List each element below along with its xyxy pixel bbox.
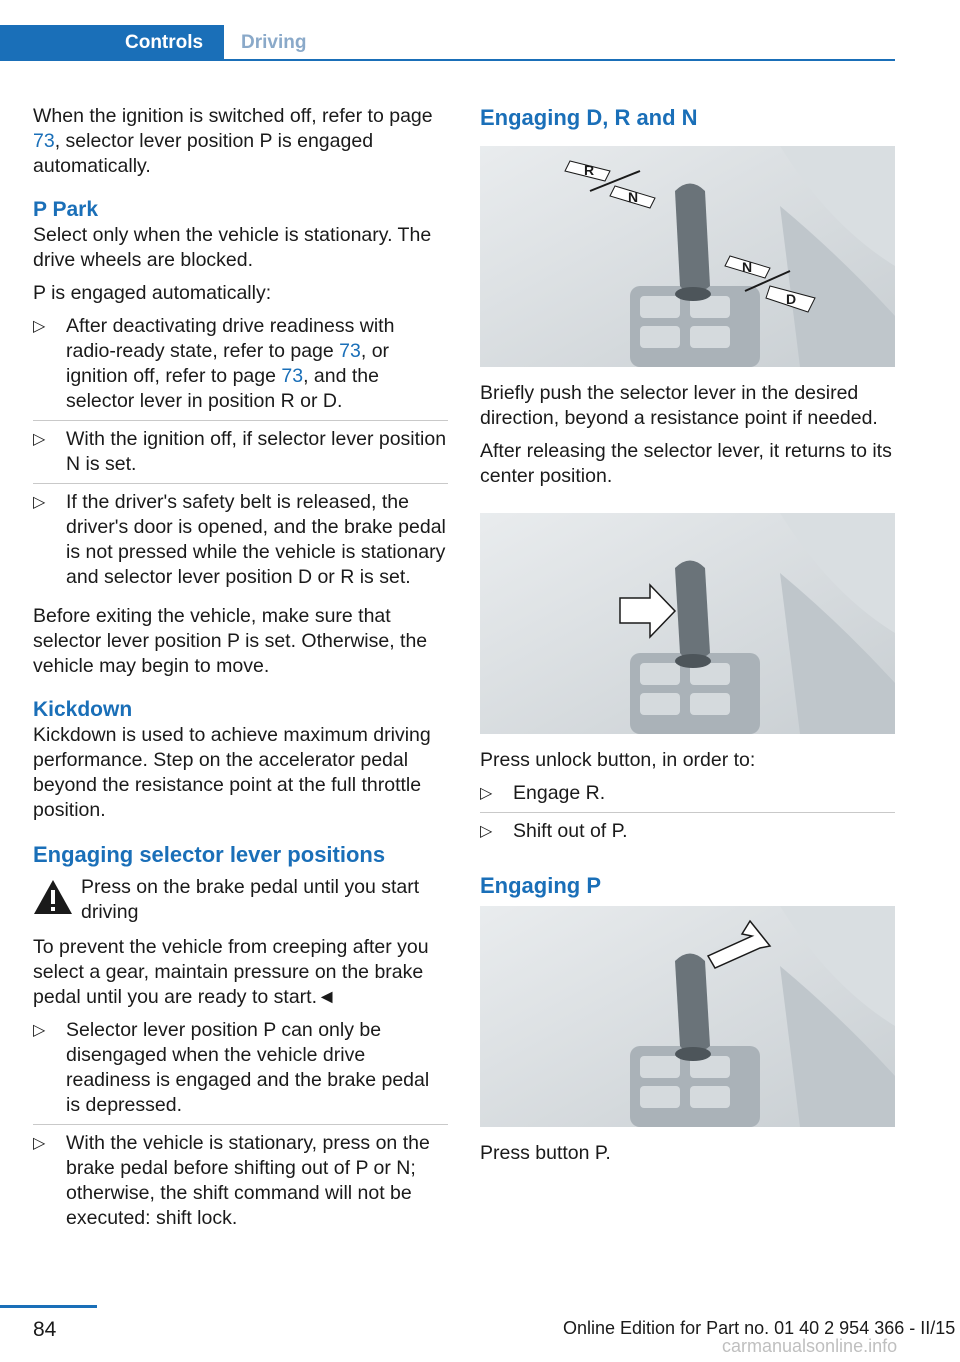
fig1-label-r: R: [584, 162, 595, 178]
engage-p-heading: Engaging P: [480, 873, 601, 898]
unlock-text: Press unlock button, in order to:: [480, 749, 756, 771]
fig1-label-n1: N: [628, 189, 639, 205]
list-item: ▷ If the driver's safety belt is released, the driver's door is opened, and the brake pedal is not pressed while the vehicle is stationary and selector lever position D or R is set.: [33, 491, 446, 588]
triangle-bullet-icon: ▷: [33, 431, 46, 448]
page-number: 84: [33, 1318, 57, 1341]
list-item: ▷ Selector lever position P can only be disengaged when the vehicle drive readiness is engaged and the brake pedal is depressed.: [33, 1018, 448, 1125]
list-item: ▷ Engage R.: [480, 781, 895, 813]
park-heading: P Park: [33, 198, 98, 221]
triangle-bullet-icon: ▷: [33, 1022, 46, 1039]
footer-line: [0, 1305, 97, 1308]
triangle-bullet-icon: ▷: [33, 494, 46, 511]
page-link[interactable]: 73: [339, 340, 361, 362]
triangle-bullet-icon: ▷: [480, 785, 493, 802]
park-list: [33, 314, 448, 596]
drn-text-1: Briefly push the selector lever in the desired direction, beyond a resistance point if needed.: [480, 382, 878, 429]
page-link[interactable]: 73: [281, 365, 304, 387]
press-p-text: Press button P.: [480, 1142, 611, 1164]
left-column: [33, 104, 448, 1245]
kickdown-text: Kickdown is used to achieve maximum driving performance. Step on the accelerator pedal beyond the resistance point at the full throttle position.: [33, 724, 431, 821]
triangle-bullet-icon: ▷: [480, 823, 493, 840]
kickdown-heading: Kickdown: [33, 698, 133, 721]
tab-driving[interactable]: Driving: [241, 32, 307, 53]
triangle-bullet-icon: ▷: [33, 1135, 46, 1152]
page-link[interactable]: 73: [33, 130, 55, 152]
park-text: Select only when the vehicle is stationary. The drive wheels are blocked.: [33, 224, 432, 271]
right-column: [480, 104, 895, 1174]
figure-drn-shift: [480, 146, 895, 367]
drn-heading: Engaging D, R and N: [480, 105, 698, 130]
drn-text-2: After releasing the selector lever, it returns to its center position.: [480, 440, 892, 487]
unlock-list: [480, 781, 895, 850]
warning-triangle-icon: [33, 879, 73, 915]
watermark: carmanualsonline.info: [722, 1336, 898, 1356]
park-auto: P is engaged automatically:: [33, 282, 272, 304]
warning-body: To prevent the vehicle from creeping after you select a gear, maintain pressure on the brake pedal until you are ready to start.◄: [33, 936, 429, 1008]
figure-button-p: [480, 906, 895, 1127]
list-item: ▷ Shift out of P.: [480, 820, 628, 842]
tab-controls[interactable]: Controls: [0, 25, 224, 61]
fig1-label-n2: N: [742, 259, 753, 275]
warning-block: [33, 875, 448, 927]
exit-text: Before exiting the vehicle, make sure that selector lever position P is set. Otherwise, the vehicle may begin to move.: [33, 605, 428, 677]
edition-text: Online Edition for Part no. 01 40 2 954 366 - II/15: [563, 1318, 956, 1338]
warning-title: Press on the brake pedal until you start driving: [81, 876, 420, 923]
fig1-label-d: D: [786, 291, 797, 307]
engage-heading: Engaging selector lever positions: [33, 842, 386, 867]
list-item: ▷ With the vehicle is stationary, press on the brake pedal before shifting out of P or N; otherwise, the shift command will not be executed: shift lock.: [33, 1132, 430, 1229]
intro-paragraph: When the ignition is switched off, refer to page 73, selector lever position P is engaged automatically.: [33, 105, 433, 177]
list-item: ▷ After deactivating drive readiness with radio-ready state, refer to page 73, or ignition off, refer to page 73, and the selector lever in position R or D.: [33, 314, 448, 421]
engage-list: [33, 1018, 448, 1237]
triangle-bullet-icon: ▷: [33, 318, 46, 335]
list-item: ▷ With the ignition off, if selector lever position N is set.: [33, 427, 448, 484]
header-tabs: [0, 25, 895, 61]
figure-unlock-button: [480, 513, 895, 734]
